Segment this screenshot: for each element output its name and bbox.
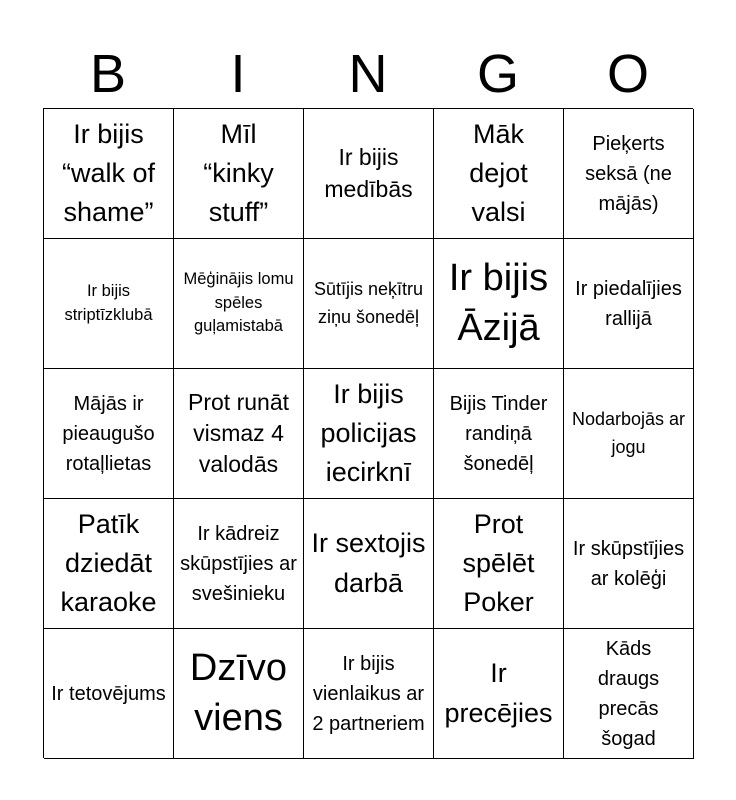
bingo-cell[interactable]: [304, 629, 434, 759]
bingo-cell[interactable]: [434, 369, 564, 499]
title-letter-g: G: [476, 44, 519, 104]
cell-text: Ir bijis “walk of shame”: [61, 118, 156, 228]
cell-text: Mājās ir pieaugušo rotaļlietas: [62, 392, 155, 475]
cell-text: Ir tetovējums: [51, 682, 166, 705]
title-letter-o: O: [606, 44, 649, 104]
bingo-cell[interactable]: [44, 499, 174, 629]
cell-text: Mīl “kinky stuff”: [203, 118, 274, 228]
cell-text: Dzīvo viens: [189, 647, 288, 739]
cell-text: Ir bijis vienlaikus ar 2 partneriem: [312, 652, 425, 735]
cell-text: Ir bijis striptīzklubā: [64, 281, 153, 324]
cell-text: Ir kādreiz skūpstījies ar svešinieku: [180, 522, 297, 605]
bingo-cell[interactable]: [304, 499, 434, 629]
bingo-cell[interactable]: [434, 239, 564, 369]
bingo-cell[interactable]: [434, 499, 564, 629]
cell-text: Patīk dziedāt karaoke: [60, 508, 157, 618]
cell-text: Pieķerts seksā (ne mājās): [585, 132, 672, 215]
bingo-cell[interactable]: [174, 239, 304, 369]
bingo-cell[interactable]: [564, 109, 694, 239]
cell-text: Ir piedalījies rallijā: [575, 277, 682, 330]
bingo-cell[interactable]: [174, 629, 304, 759]
cell-text: Kāds draugs precās šogad: [597, 637, 660, 750]
cell-text: Nodarbojās ar jogu: [571, 408, 686, 457]
bingo-cell[interactable]: [564, 629, 694, 759]
title-letter-n: N: [348, 44, 388, 104]
cell-text: Prot runāt vismaz 4 valodās: [188, 388, 289, 478]
cell-text: Ir precējies: [444, 658, 553, 728]
bingo-cell[interactable]: [44, 109, 174, 239]
bingo-cell[interactable]: [304, 109, 434, 239]
bingo-title: [43, 40, 693, 108]
bingo-cell[interactable]: [44, 239, 174, 369]
cell-text: Prot spēlēt Poker: [462, 508, 535, 618]
bingo-cell[interactable]: [174, 499, 304, 629]
bingo-cell[interactable]: [174, 109, 304, 239]
title-letter-b: B: [89, 44, 127, 104]
bingo-board: [43, 108, 693, 758]
cell-text: Sūtījis neķītru ziņu šonedēļ: [313, 278, 424, 327]
bingo-cell[interactable]: [434, 629, 564, 759]
bingo-cell[interactable]: [174, 369, 304, 499]
cell-text: Ir skūpstījies ar kolēģi: [572, 537, 685, 590]
title-letter-i: I: [230, 44, 246, 104]
cell-text: Māk dejot valsi: [469, 118, 528, 228]
bingo-cell[interactable]: [304, 239, 434, 369]
cell-text: Bijis Tinder randiņā šonedēļ: [449, 392, 548, 475]
bingo-cell[interactable]: [304, 369, 434, 499]
cell-text: Ir sextojis darbā: [311, 528, 426, 598]
bingo-cell[interactable]: [44, 629, 174, 759]
bingo-cell[interactable]: [564, 239, 694, 369]
cell-text: Ir bijis medībās: [324, 144, 413, 202]
bingo-cell[interactable]: [434, 109, 564, 239]
cell-text: Ir bijis policijas iecirknī: [320, 378, 417, 488]
bingo-cell[interactable]: [44, 369, 174, 499]
cell-text: Mēģinājis lomu spēles guļamistabā: [183, 269, 294, 336]
cell-text: Ir bijis Āzijā: [448, 257, 549, 349]
bingo-cell[interactable]: [564, 369, 694, 499]
bingo-cell[interactable]: [564, 499, 694, 629]
